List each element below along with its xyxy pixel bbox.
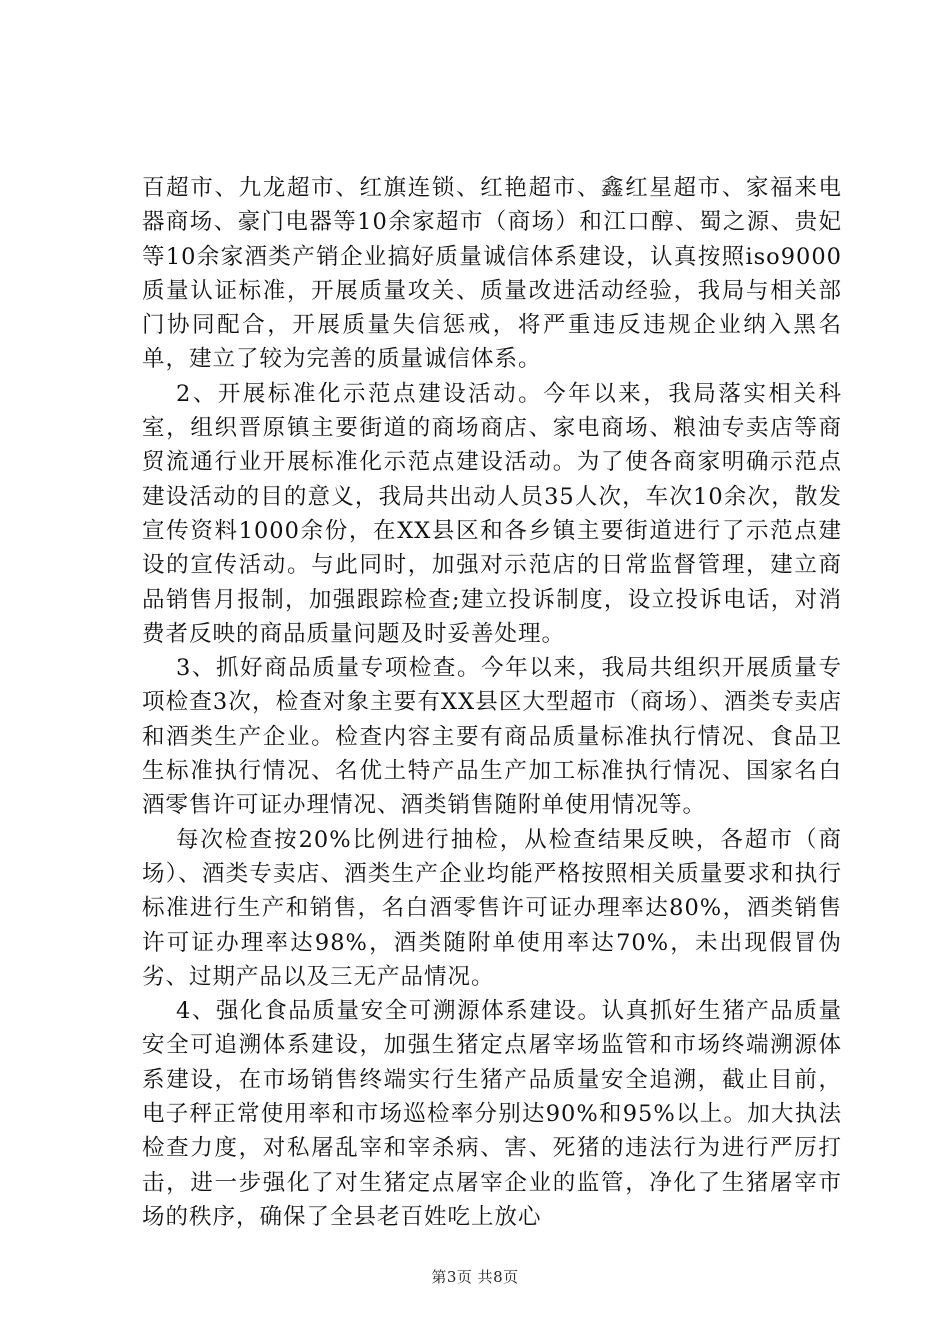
paragraph-special-inspection: 3、抓好商品质量专项检查。今年以来，我局共组织开展质量专项检查3次，检查对象主要有XX县区大型超市（商场）、酒类专卖店和酒类生产企业。检查内容主要有商品质量标准执行情况、食品卫生标准执行情况、名优土特产品生产加工标准执行情况、国家名白酒零售许可证办理情况、酒类销售随附单使用情况等。 xyxy=(142,655,842,819)
paragraph-quality-integrity: 百超市、九龙超市、红旗连锁、红艳超市、鑫红星超市、家福来电器商场、豪门电器等10余家超市（商场）和江口醇、蜀之源、贵妃等10余家酒类产销企业搞好质量诚信体系建设，认真按照iso9000质量认证标准，开展质量攻关、质量改进活动经验，我局与相关部门协同配合，开展质量失信惩戒，将严重违反违规企业纳入黑名单，建立了较为完善的质量诚信体系。 xyxy=(142,175,842,373)
document-body xyxy=(142,171,842,1234)
paragraph-inspection-results: 每次检查按20%比例进行抽检，从检查结果反映，各超市（商场）、酒类专卖店、酒类生产企业均能严格按照相关质量要求和执行标准进行生产和销售，名白酒零售许可证办理率达80%，酒类销售许可证办理率达98%，酒类随附单使用率达70%，未出现假冒伪劣、过期产品以及三无产品情况。 xyxy=(142,826,842,990)
paragraph-traceability-system: 4、强化食品质量安全可溯源体系建设。认真抓好生猪产品质量安全可追溯体系建设，加强生猪定点屠宰场监管和市场终端溯源体系建设，在市场销售终端实行生猪产品质量安全追溯，截止目前，电子秤正常使用率和市场巡检率分别达90%和95%以上。加大执法检查力度，对私屠乱宰和宰杀病、害、死猪的违法行为进行严厉打击，进一步强化了对生猪定点屠宰企业的监管，净化了生猪屠宰市场的秩序，确保了全县老百姓吃上放心 xyxy=(142,998,842,1230)
page-number-footer: 第3页 共8页 xyxy=(431,1268,519,1286)
paragraph-standardization-demo: 2、开展标准化示范点建设活动。今年以来，我局落实相关科室，组织晋原镇主要街道的商场商店、家电商场、粮油专卖店等商贸流通行业开展标准化示范点建设活动。为了使各商家明确示范点建设活动的目的意义，我局共出动人员35人次，车次10余次，散发宣传资料1000余份，在XX县区和各乡镇主要街道进行了示范点建设的宣传活动。与此同时，加强对示范店的日常监督管理，建立商品销售月报制，加强跟踪检查;建立投诉制度，设立投诉电话，对消费者反映的商品质量问题及时妥善处理。 xyxy=(142,380,842,647)
